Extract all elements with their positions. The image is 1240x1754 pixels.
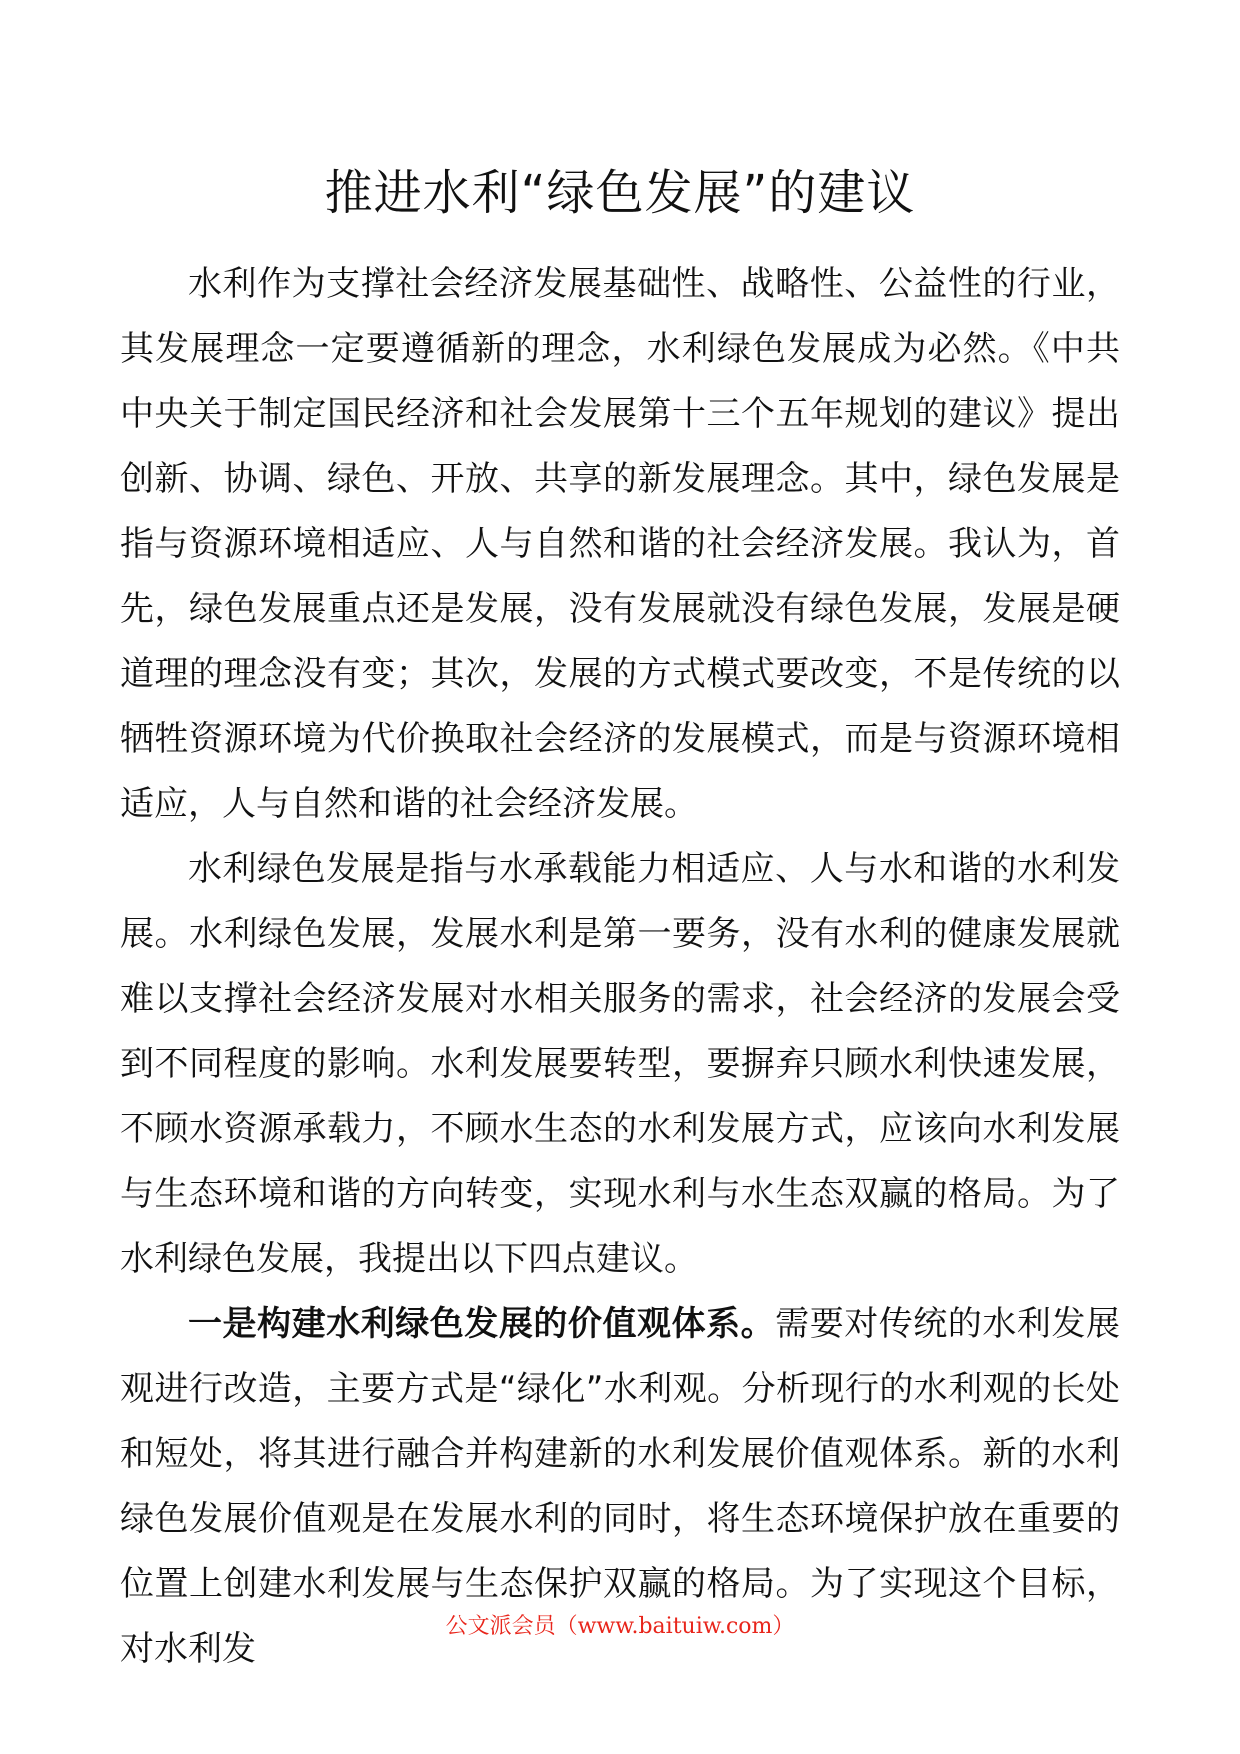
paragraph-2 (120, 837, 1120, 1292)
footer-watermark: 公文派会员（www.baituiw.com） (445, 1614, 795, 1639)
paragraph-1 (120, 252, 1120, 837)
paragraph-1-text: 水利作为支撑社会经济发展基础性、战略性、公益性的行业，其发展理念一定要遵循新的理念，水利绿色发展成为必然。《中共中央关于制定国民经济和社会发展第十三个五年规划的建议》提出创新、协调、绿色、开放、共享的新发展理念。其中，绿色发展是指与资源环境相适应、人与自然和谐的社会经济发展。我认为，首先，绿色发展重点还是发展，没有发展就没有绿色发展，发展是硬道理的理念没有变；其次，发展的方式模式要改变，不是传统的以牺牲资源环境为代价换取社会经济的发展模式，而是与资源环境相适应，人与自然和谐的社会经济发展。 (120, 264, 1120, 824)
paragraph-3-text: 需要对传统的水利发展观进行改造，主要方式是“绿化”水利观。分析现行的水利观的长处和短处，将其进行融合并构建新的水利发展价值观体系。新的水利绿色发展价值观是在发展水利的同时，将生态环境保护放在重要的位置上创建水利发展与生态保护双赢的格局。为了实现这个目标，对水利发 (120, 1304, 1121, 1669)
paragraph-3-lead: 一是构建水利绿色发展的价值观体系。 (188, 1304, 776, 1344)
document-body (120, 252, 1120, 1682)
document-title: 推进水利“绿色发展”的建议 (324, 165, 916, 221)
paragraph-2-text: 水利绿色发展是指与水承载能力相适应、人与水和谐的水利发展。水利绿色发展，发展水利是第一要务，没有水利的健康发展就难以支撑社会经济发展对水相关服务的需求，社会经济的发展会受到不同程度的影响。水利发展要转型，要摒弃只顾水利快速发展，不顾水资源承载力，不顾水生态的水利发展方式，应该向水利发展与生态环境和谐的方向转变，实现水利与水生态双赢的格局。为了水利绿色发展，我提出以下四点建议。 (120, 849, 1120, 1279)
